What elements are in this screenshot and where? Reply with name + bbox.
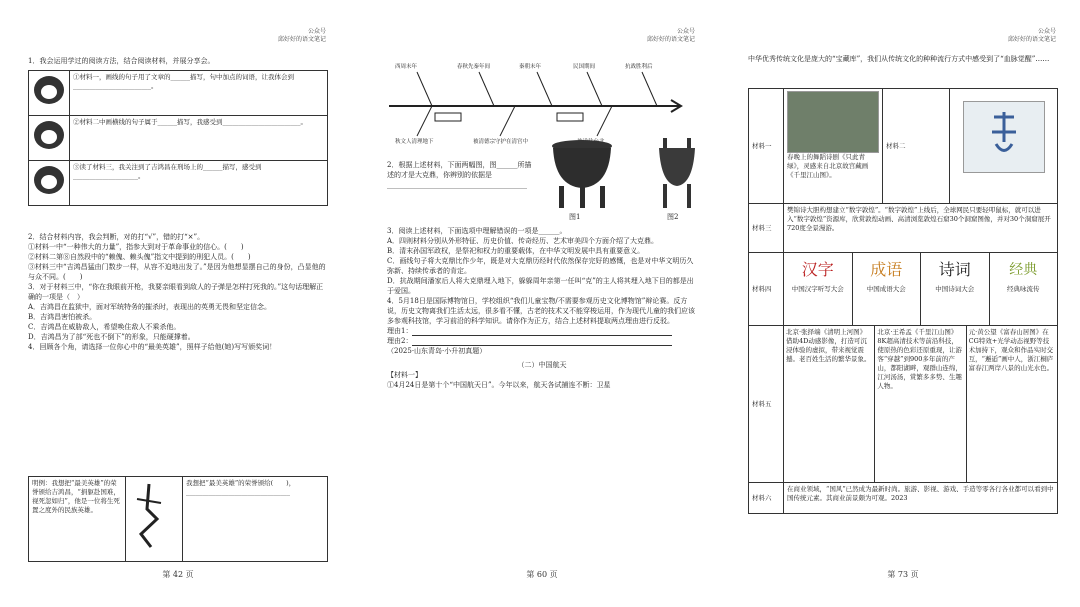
row-text: ③读了材料三，我关注到了吉鸿昌在刑场上的______描写，感受到____________________。 bbox=[70, 161, 328, 206]
page-73 bbox=[748, 20, 1058, 580]
page-number: 第 60 页 bbox=[526, 570, 558, 579]
answer-line bbox=[412, 337, 672, 346]
material-label: 材料一 bbox=[749, 89, 784, 204]
row-text: ②材料二中画横线的句子属于______描写，我感受到________________________。 bbox=[70, 116, 328, 161]
table-row bbox=[749, 204, 1058, 253]
material-column: 北京·王希孟《千里江山图》8K超高清技术等前沿科技，使原热的色彩还原重现，让游客“穿越”到900多年前的产山，都阳湖畔，观群山连绵，江河汤汤，赏繁多多势、生趣人物。 bbox=[875, 326, 966, 482]
page-60 bbox=[387, 20, 697, 580]
row-text: ①材料一，画线的句子用了文章的______描写，句中加点的词语，让我体会到________________________。 bbox=[70, 71, 328, 116]
question-1: 1．我会运用学过的阅读方法，结合阅读材料，并展分享会。 bbox=[28, 57, 215, 65]
question-2-block bbox=[28, 232, 328, 352]
judge-item: ③材料三中“吉鸿昌猛由门数步一样，从容不迫地出发了。”是因为他想显摆自己的身份，凸显他的与众不同。( ) bbox=[28, 263, 326, 281]
table-row bbox=[749, 483, 1058, 514]
timeline-label: 西周末年 bbox=[395, 64, 418, 70]
calligraphy-icon bbox=[129, 479, 169, 549]
example-right: 我想把“最美英雄”的荣誉颁给( )，________________________________ bbox=[183, 477, 328, 562]
table-row bbox=[749, 326, 1058, 483]
material-label: 材料四 bbox=[749, 253, 784, 326]
question-4: 4．回顾各个角，请选择一位你心中的“最美英雄”，照样子给他(她)写写颁奖词！ bbox=[28, 343, 277, 351]
judge-item: ②材料二第⑧自然段中的“赖傀、赖头傀”指文中提到的刑犯人员。( ) bbox=[28, 253, 251, 261]
material-title: 【材料一】 bbox=[387, 371, 422, 379]
table-row bbox=[749, 89, 1058, 204]
material-column: 北京·张择端《清明上河图》借助4D动感影像，打造可沉浸体验的虚拟，带来视觉震撼。老百姓生活的繁华景象。 bbox=[784, 326, 875, 482]
example-table bbox=[28, 476, 328, 562]
material-label: 材料三 bbox=[749, 204, 784, 253]
timeline-label: 被清德宗守护在清宫中 bbox=[473, 139, 529, 145]
cartoon-avatar-icon bbox=[34, 166, 64, 194]
option-c: C．画线句子将大克鼎比作少年，既是对大克鼎历经时代依然保存完好的感慨，也是对中华文明历久弥新、持续传承者的肯定。 bbox=[387, 257, 694, 275]
timeline-label: 春秋先秦年间 bbox=[457, 64, 491, 70]
ding-vessel-icon bbox=[547, 136, 617, 212]
page-number: 第 42 页 bbox=[162, 570, 194, 579]
question-2: 2．根据上述材料，下面两幅图，图______所描述的才是大克鼎，你辨别的依据是________________________________________ bbox=[387, 161, 532, 189]
question-3: 3．对于材料三中，“你在我眼前开枪，我要亲眼看到敌人的子弹是怎样打死我的。”这句话理解正确的一项是（ ） bbox=[28, 283, 324, 301]
question-4: 4．5月18日是国际博物馆日，学校组织“我们儿童宝物/不需要参观历史文化博物馆”辩论赛。反方说，历史文物离我们生活太远，很多看不懂，古老的技术又不能穿梭运用，作为现代儿童的我们应该多参观科技馆，学习前沿的科学知识。请你作为正方，结合上述材料提取两点理由进行反驳。 bbox=[387, 297, 695, 325]
option-a: A．吉鸿昌在监狱中，面对军统特务的摧杀时，表现出的英勇无畏和坚定信念。 bbox=[28, 303, 272, 311]
material-text: 在商业领域，“国风”已然成为最新时尚。旅游、影视、游戏、手造等零各行各业都可以看到中国传统元素。其商业前景颇为可观。2023 bbox=[784, 483, 1058, 514]
dance-photo bbox=[787, 91, 879, 153]
blue-calligraphy-icon bbox=[964, 102, 1044, 172]
ding-vessel-icon bbox=[655, 136, 699, 212]
classic-logo-icon: 经典 bbox=[1009, 262, 1038, 278]
option-c: C．吉鸿昌在威胁敌人，希望唤住敌人不乘杀他。 bbox=[28, 323, 181, 331]
material-label: 材料六 bbox=[749, 483, 784, 514]
page-header: 公众号 邱好好的语文笔记 bbox=[277, 28, 326, 43]
page-42 bbox=[28, 20, 328, 580]
source-note: （2025·山东青岛·小升初真题） bbox=[387, 347, 487, 355]
timeline-label: 秦朝末年 bbox=[519, 64, 542, 70]
reason-1-label: 理由1： bbox=[387, 327, 413, 335]
material-text: 樊锦诗大胆构想建立“数字敦煌”。“数字敦煌”上线后，全球网民只要轻叩鼠标，就可以进入“数字敦煌”资源库，欣赏敦煌动画、高清浏览敦煌石窟30个洞窟图像，并对30个洞窟展开720度全景漫游。 bbox=[784, 204, 1058, 253]
option-a: A．四则材料分别从外形特征、历史价值、传奇经历、艺术审美四个方面介绍了大克鼎。 bbox=[387, 237, 659, 245]
material-column: 元·黄公望《富春山居图》在CG特效+光学动态视野等技术加持下，观众和作品实时交互，“邂逅”画中人，浙江桐庐富春江两岸八景的山光水色。 bbox=[968, 328, 1054, 372]
idiom-logo-icon: 成语 bbox=[870, 260, 903, 279]
cartoon-avatar-icon bbox=[34, 121, 64, 149]
hanzi-logo-icon: 汉字 bbox=[801, 260, 834, 279]
option-b: B．吉鸿昌害怕被杀。 bbox=[28, 313, 97, 321]
intro-text: 中华优秀传统文化是庞大的“宝藏库”，我们从传统文化的种种流行方式中感受到了“血脉觉醒”…… bbox=[748, 55, 1050, 63]
page-number: 第 73 页 bbox=[887, 570, 919, 579]
timeline-label: 民国期间 bbox=[573, 64, 596, 70]
show-name: 中国成语大会 bbox=[866, 285, 906, 293]
judge-item: ①材料一中“一种伟大的力量”，指参大到对于革命事业的信心。( ) bbox=[28, 243, 244, 251]
material-label: 材料五 bbox=[749, 326, 784, 483]
materials-table bbox=[748, 88, 1058, 514]
timeline-label: 秋文人清理地下 bbox=[395, 139, 434, 145]
question-2: 2．结合材料内容，我会判断，对的打“√”，错的打“×”。 bbox=[28, 233, 205, 241]
table-row bbox=[29, 161, 328, 206]
reading-table bbox=[28, 70, 328, 206]
option-d: D．吉鸿昌为了部“死也不倒下”的形象，只能硬撑着。 bbox=[28, 333, 195, 341]
image-caption: 图1 bbox=[569, 213, 581, 221]
show-name: 经典咏流传 bbox=[1007, 285, 1040, 293]
material-text: ①4月24日是第十个“中国航天日”。今年以来，航天各试捕连不断：卫星 bbox=[387, 381, 611, 389]
table-row bbox=[29, 116, 328, 161]
page-header: 公众号 邱好好的语文笔记 bbox=[1007, 28, 1056, 43]
material-caption: 春晚上的舞蹈诗剧《只此青绿》，灵感来自北京故宫藏画《千里江山图》。 bbox=[787, 153, 869, 179]
section-title: （二）中国航天 bbox=[517, 361, 567, 369]
material-label: 材料二 bbox=[883, 89, 950, 204]
question-3-block bbox=[387, 226, 697, 390]
table-row bbox=[29, 71, 328, 116]
example-left: 明例：我想把“最美英雄”的荣誉颁给吉鸿昌，“捐躯赴国难，视死忽如归”，他是一位将生死置之度外的民族英雄。 bbox=[29, 477, 126, 562]
cartoon-avatar-icon bbox=[34, 76, 64, 104]
table-row bbox=[749, 253, 1058, 326]
option-d: D．抗战期间潘家后人将大克鼎埋入地下，躲躲周年亲第一任叫“克”的主人将其埋入地下目的都是出于爱国。 bbox=[387, 277, 694, 295]
option-b: B．清末孙国军政权，是祭祀和权力的重要载体，在中华文明发展中具有重要意义。 bbox=[387, 247, 645, 255]
timeline-label: 抗战胜利后 bbox=[625, 64, 653, 70]
page-header: 公众号 邱好好的语文笔记 bbox=[646, 28, 695, 43]
fishbone-timeline bbox=[387, 58, 687, 148]
show-name: 中国汉字听写大会 bbox=[791, 285, 844, 293]
show-name: 中国诗词大会 bbox=[935, 285, 975, 293]
question-3: 3．阅读上述材料，下面选项中理解错误的一项是______。 bbox=[387, 227, 567, 235]
calligraphy-poster bbox=[963, 101, 1045, 173]
answer-line bbox=[412, 327, 672, 336]
reason-2-label: 理由2： bbox=[387, 337, 413, 345]
poetry-logo-icon: 诗词 bbox=[938, 260, 971, 279]
image-caption: 图2 bbox=[667, 213, 679, 221]
